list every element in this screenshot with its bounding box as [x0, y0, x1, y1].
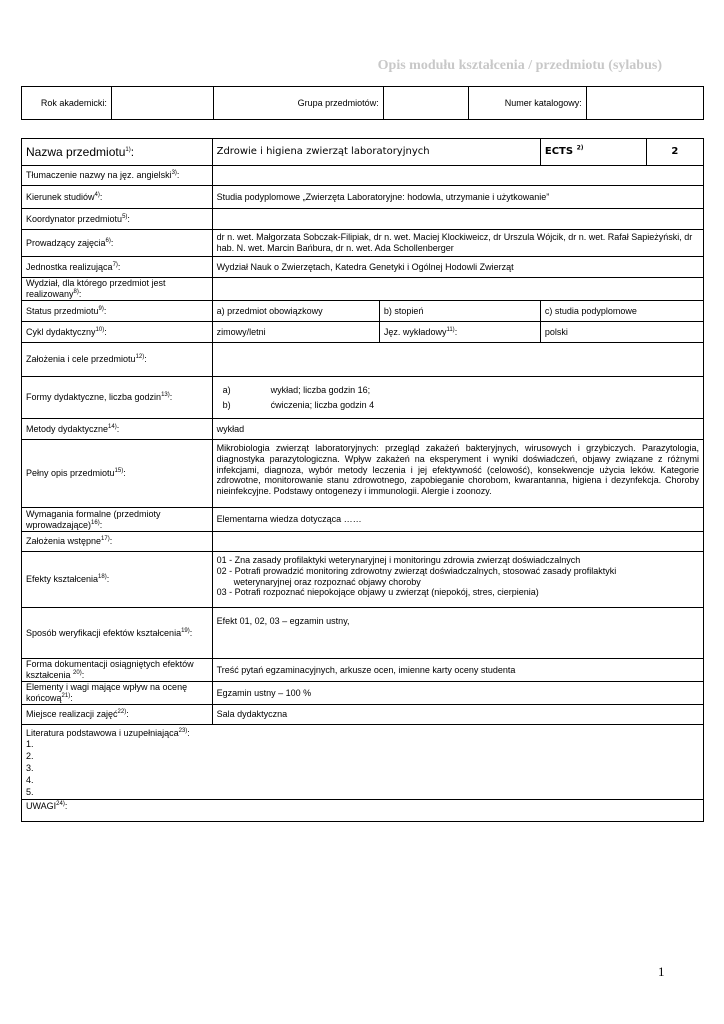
ects-label: ECTS $^{2)}$: [540, 139, 646, 166]
syllabus-table: [21, 138, 704, 822]
assumptions-value: [212, 532, 703, 552]
verification-label: Sposób weryfikacji efektów kształcenia$^{19)}$:: [22, 608, 213, 659]
methods-label: Metody dydaktyczne$^{14)}$:: [22, 419, 213, 440]
methods-value: wykład: [212, 419, 703, 440]
catalog-number-value: [586, 87, 703, 120]
location-value: Sala dydaktyczna: [212, 705, 703, 725]
language-label: Jęz. wykładowy$^{11)}$:: [379, 322, 540, 343]
literature-item: 4.: [26, 774, 34, 785]
catalog-info-table: [21, 86, 704, 120]
english-name-label: Tłumaczenie nazwy na jęz. angielski$^{3)}$:: [22, 166, 213, 186]
cycle-label: Cykl dydaktyczny$^{10)}$:: [22, 322, 213, 343]
course-name-value: Zdrowie i higiena zwierząt laboratoryjnych: [212, 139, 540, 166]
faculty-label: Wydział, dla którego przedmiot jest realizowany$^{8)}$:: [22, 278, 213, 301]
grade-weights-label: Elementy i wagi mające wpływ na ocenę końcową$^{21)}$:: [22, 682, 213, 705]
literature-item: 1.: [26, 738, 34, 749]
status-a-value: a) przedmiot obowiązkowy: [212, 301, 379, 322]
page-number: 1: [658, 964, 665, 979]
academic-year-label: Rok akademicki:: [22, 87, 112, 120]
instructors-value: dr n. wet. Małgorzata Sobczak-Filipiak, dr n. wet. Maciej Klockiweicz, dr Urszula Wójcik, dr n. wet. Rafał Sapieżyński, dr hab. N. wet. Marcin Bańbura, dr n. wet. Ada Schollenberger: [212, 230, 703, 257]
description-value: Mikrobiologia zwierząt laboratoryjnych: przegląd zakażeń bakteryjnych, wirusowych i grzybiczych. Parazytologia, diagnostyka parazytologiczna. Wpływ zakażeń na eksperyment i wyniki doświadczeń, objawy związane z różnymi infekcjami, diagnoza, wybór metody leczenia i jej efektywność (celowość), konsekwencje użycia leków. Kategorie zdrowotne, monitorowanie stanu zdrowotnego, zapobieganie chorobom, kwarantanna, higiena i dezynfekcja. Choroby nieinfekcyjne. Podstawy ontogenezy i immunologii. Alergie i zoonozy.: [212, 440, 703, 508]
objectives-label: Założenia i cele przedmiotu$^{12)}$:: [22, 343, 213, 377]
literature-item: 2.: [26, 750, 34, 761]
remarks-label: UWAGI$^{24)}$:: [26, 800, 68, 811]
teaching-forms-value: [212, 377, 703, 419]
description-label: Pełny opis przedmiotu$^{15)}$:: [22, 440, 213, 508]
learning-outcome-item: 02 - Potrafi prowadzić monitoring zdrowotny zwierząt doświadczalnych, stosować zasady profilaktyki: [216, 565, 617, 576]
documentation-label: Forma dokumentacji osiągniętych efektów kształcenia $^{20)}$:: [22, 659, 213, 682]
objectives-value: [212, 343, 703, 377]
instructors-label: Prowadzący zajęcia$^{6)}$:: [22, 230, 213, 257]
ects-value: 2: [646, 139, 703, 166]
literature-item: 5.: [26, 786, 34, 797]
learning-outcome-item: 01 - Zna zasady profilaktyki weterynaryjnej i monitoringu zdrowia zwierząt doświadczalnych: [216, 555, 581, 565]
documentation-value: Treść pytań egzaminacyjnych, arkusze ocen, imienne karty oceny studenta: [212, 659, 703, 682]
verification-value: Efekt 01, 02, 03 – egzamin ustny,: [212, 608, 703, 659]
remarks-section: [22, 799, 704, 821]
unit-value: Wydział Nauk o Zwierzętach, Katedra Genetyki i Ogólnej Hodowli Zwierząt: [212, 257, 703, 278]
status-label: Status przedmiotu$^{9)}$:: [22, 301, 213, 322]
coordinator-label: Koordynator przedmiotu$^{5)}$:: [22, 209, 213, 230]
cycle-value: zimowy/letni: [212, 322, 379, 343]
coordinator-value: [212, 209, 703, 230]
assumptions-label: Założenia wstępne$^{17)}$:: [22, 532, 213, 552]
learning-outcome-item-continuation: weterynaryjnej oraz rozpoznać objawy choroby: [233, 576, 421, 587]
literature-label: Literatura podstawowa i uzupełniająca$^{23)}$:: [26, 728, 190, 738]
teaching-form-item: a) wykład; liczba godzin 16;: [222, 384, 371, 395]
subject-group-label: Grupa przedmiotów:: [213, 87, 383, 120]
prerequisites-value: Elementarna wiedza dotycząca ……: [212, 508, 703, 532]
academic-year-value: [111, 87, 213, 120]
literature-section: [22, 725, 704, 800]
learning-outcome-item: 03 - Potrafi rozpoznać niepokojące objawy u zwierząt (niepokój, stres, cierpienia): [216, 587, 539, 598]
document-title: Opis modułu kształcenia / przedmiotu (sylabus): [377, 58, 662, 73]
field-of-study-label: Kierunek studiów$^{4)}$:: [22, 186, 213, 209]
learning-outcomes-value: [212, 552, 703, 608]
teaching-forms-label: Formy dydaktyczne, liczba godzin$^{13)}$:: [22, 377, 213, 419]
status-c-value: c) studia podyplomowe: [540, 301, 703, 322]
subject-group-value: [383, 87, 468, 120]
unit-label: Jednostka realizująca$^{7)}$:: [22, 257, 213, 278]
location-label: Miejsce realizacji zajęć$^{22)}$:: [22, 705, 213, 725]
language-value: polski: [540, 322, 703, 343]
faculty-value: [212, 278, 703, 301]
course-name-label: Nazwa przedmiotu$^{1)}$:: [22, 139, 213, 166]
prerequisites-label: Wymagania formalne (przedmioty wprowadzające)$^{16)}$:: [22, 508, 213, 532]
teaching-form-item: b) ćwiczenia; liczba godzin 4: [222, 399, 375, 410]
status-b-value: b) stopień: [379, 301, 540, 322]
catalog-number-label: Numer katalogowy:: [468, 87, 586, 120]
english-name-value: [212, 166, 703, 186]
field-of-study-value: Studia podyplomowe „Zwierzęta Laboratoryjne: hodowla, utrzymanie i użytkowanie”: [212, 186, 703, 209]
learning-outcomes-label: Efekty kształcenia$^{18)}$:: [22, 552, 213, 608]
grade-weights-value: Egzamin ustny – 100 %: [212, 682, 703, 705]
literature-item: 3.: [26, 762, 34, 773]
